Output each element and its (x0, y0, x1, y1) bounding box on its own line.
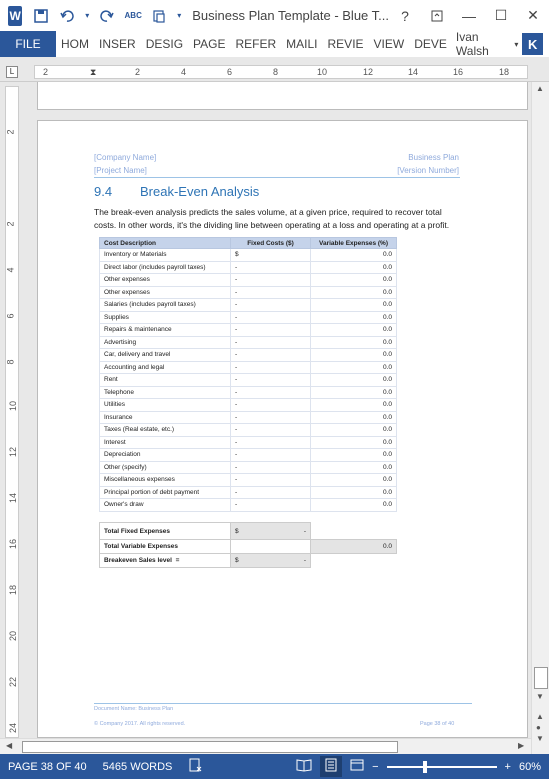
ruler-mark: 10 (8, 400, 19, 412)
fixed-cost-cell[interactable]: - (231, 474, 311, 487)
spelling-check-icon[interactable]: ABC (124, 11, 142, 20)
read-mode-icon[interactable] (296, 758, 312, 775)
status-bar (0, 754, 549, 779)
ruler-mark: 14 (408, 67, 419, 77)
variable-expense-cell[interactable]: 0.0 (311, 461, 397, 474)
previous-page-icon[interactable]: ▲ (536, 712, 544, 721)
cost-description-cell[interactable]: Accounting and legal (100, 361, 231, 374)
section-heading: Break-Even Analysis (140, 184, 260, 199)
word-logo-icon: W (8, 6, 22, 26)
undo-icon[interactable] (56, 5, 78, 27)
fixed-cost-cell[interactable]: - (231, 311, 311, 324)
project-name-field[interactable]: [Project Name] (94, 166, 147, 175)
table-row (100, 349, 397, 362)
cost-description-cell[interactable]: Other expenses (100, 274, 231, 287)
variable-expense-cell[interactable]: 0.0 (311, 361, 397, 374)
variable-expense-cell[interactable]: 0.0 (311, 324, 397, 337)
ruler-mark: 20 (8, 630, 19, 642)
column-header: Fixed Costs ($) (231, 238, 311, 249)
tab-home[interactable]: HOM (56, 31, 94, 57)
cost-description-cell[interactable]: Other (specify) (100, 461, 231, 474)
version-number-field[interactable]: [Version Number] (397, 166, 459, 175)
total-fixed-value[interactable]: $ - (231, 523, 311, 540)
variable-expense-cell[interactable]: 0.0 (311, 336, 397, 349)
scroll-right-icon[interactable]: ▶ (518, 741, 525, 750)
user-name: Ivan Walsh (455, 30, 489, 58)
variable-expense-cell[interactable]: 0.0 (311, 299, 397, 312)
cost-description-cell[interactable]: Insurance (100, 411, 231, 424)
breakeven-value[interactable]: $ - (231, 554, 311, 568)
break-even-table (99, 237, 397, 512)
ruler-mark: 6 (227, 67, 233, 77)
doc-type-label: Business Plan (408, 153, 459, 162)
cost-description-cell[interactable]: Advertising (100, 336, 231, 349)
ruler-mark: 6 (5, 313, 16, 319)
tab-design[interactable]: DESIG (141, 31, 188, 57)
fixed-cost-cell[interactable]: - (231, 299, 311, 312)
cost-description-cell[interactable]: Miscellaneous expenses (100, 474, 231, 487)
table-row (100, 499, 397, 512)
vertical-scrollbar[interactable] (531, 82, 549, 754)
column-header: Cost Description (100, 238, 231, 249)
zoom-slider-thumb[interactable] (423, 761, 427, 773)
cost-description-cell[interactable]: Other expenses (100, 286, 231, 299)
variable-expense-cell[interactable]: 0.0 (311, 249, 397, 262)
fixed-cost-cell[interactable]: - (231, 486, 311, 499)
table-row (100, 286, 397, 299)
cost-description-cell[interactable]: Owner's draw (100, 499, 231, 512)
total-variable-value[interactable]: 0.0 (311, 540, 397, 554)
cost-description-cell[interactable]: Depreciation (100, 449, 231, 462)
fixed-cost-cell[interactable]: - (231, 386, 311, 399)
scroll-down-icon[interactable]: ▼ (536, 692, 544, 701)
fixed-cost-cell[interactable]: - (231, 261, 311, 274)
fixed-cost-cell[interactable]: - (231, 399, 311, 412)
document-page[interactable] (37, 120, 528, 738)
ruler-mark: 22 (8, 676, 19, 688)
ruler-mark: 16 (453, 67, 464, 77)
ruler-mark: 24 (8, 722, 19, 734)
ruler-mark: 14 (8, 492, 19, 504)
zoom-percent[interactable]: 60% (518, 760, 541, 773)
variable-expense-cell[interactable]: 0.0 (311, 349, 397, 362)
web-layout-icon[interactable] (350, 758, 364, 775)
tab-selector-icon[interactable]: L (6, 66, 18, 78)
cost-description-cell[interactable]: Telephone (100, 386, 231, 399)
scroll-left-icon[interactable]: ◀ (6, 741, 13, 750)
tab-review[interactable]: REVIE (323, 31, 369, 57)
footer-copyright: © Company 2017. All rights reserved. (94, 721, 186, 727)
table-row (100, 361, 397, 374)
column-header: Variable Expenses (%) (311, 238, 397, 249)
chevron-down-icon: ▾ (514, 39, 519, 49)
fixed-cost-cell[interactable]: $ (231, 249, 311, 262)
proofing-icon[interactable] (180, 758, 210, 775)
table-row (100, 449, 397, 462)
fixed-cost-cell[interactable]: - (231, 424, 311, 437)
cost-description-cell[interactable]: Car, delivery and travel (100, 349, 231, 362)
close-icon[interactable]: ✕ (527, 7, 539, 23)
table-row (100, 324, 397, 337)
fixed-cost-cell[interactable]: - (231, 461, 311, 474)
tab-page-layout[interactable]: PAGE (188, 31, 230, 57)
ruler-mark: 10 (317, 67, 328, 77)
table-row (100, 411, 397, 424)
table-row (100, 399, 397, 412)
table-row (100, 486, 397, 499)
table-row (100, 261, 397, 274)
redo-icon[interactable] (96, 5, 118, 27)
fixed-cost-cell[interactable]: - (231, 449, 311, 462)
table-row (100, 249, 397, 262)
tab-insert[interactable]: INSER (94, 31, 141, 57)
fixed-cost-cell[interactable]: - (231, 349, 311, 362)
vertical-ruler (5, 86, 19, 738)
variable-expense-cell[interactable]: 0.0 (311, 411, 397, 424)
chevron-down-icon[interactable]: ▾ (85, 11, 90, 20)
ruler-mark: 4 (181, 67, 187, 77)
fixed-cost-cell[interactable]: - (231, 374, 311, 387)
word-count[interactable]: 5465 WORDS (102, 760, 173, 773)
title-bar (0, 0, 549, 31)
zoom-slider[interactable] (387, 766, 497, 768)
zoom-in-button[interactable]: + (504, 760, 511, 773)
footer-divider (94, 703, 472, 704)
ribbon-tabs (0, 31, 549, 57)
ruler-mark: 12 (363, 67, 374, 77)
table-row (100, 336, 397, 349)
save-icon[interactable] (30, 5, 52, 27)
tab-strip (56, 31, 549, 57)
zoom-out-button[interactable]: − (372, 760, 379, 773)
previous-page (37, 82, 528, 110)
variable-expense-cell[interactable]: 0.0 (311, 311, 397, 324)
help-button[interactable]: ? (401, 7, 409, 24)
scroll-up-icon[interactable]: ▲ (536, 84, 544, 93)
variable-expense-cell[interactable]: 0.0 (311, 386, 397, 399)
cost-description-cell[interactable]: Supplies (100, 311, 231, 324)
fixed-cost-cell[interactable]: - (231, 274, 311, 287)
ruler-mark: 8 (5, 359, 16, 365)
intro-paragraph: The break-even analysis predicts the sales volume, at a given price, required to recover total costs. In other words, it's the dividing line between operating at a loss and operating at a profit. (94, 207, 450, 230)
page-count[interactable]: PAGE 38 OF 40 (8, 760, 87, 773)
table-row (100, 461, 397, 474)
browse-object-icon[interactable]: ● (536, 723, 541, 732)
variable-expense-cell[interactable]: 0.0 (311, 261, 397, 274)
fixed-cost-cell[interactable]: - (231, 411, 311, 424)
ruler-mark: 2 (135, 67, 141, 77)
footer-page-number: Page 38 of 40 (420, 721, 455, 727)
ruler-mark: 4 (5, 267, 16, 273)
cost-description-cell[interactable]: Taxes (Real estate, etc.) (100, 424, 231, 437)
print-layout-icon[interactable] (320, 756, 342, 777)
maximize-icon[interactable]: ☐ (494, 7, 508, 23)
section-number: 9.4 (94, 184, 113, 199)
table-row (100, 311, 397, 324)
variable-expense-cell[interactable]: 0.0 (311, 286, 397, 299)
table-row (100, 374, 397, 387)
user-avatar[interactable]: K (522, 33, 543, 55)
ruler-mark: 2 (43, 67, 49, 77)
table-row (100, 474, 397, 487)
table-row (100, 436, 397, 449)
ruler-mark: 8 (273, 67, 279, 77)
total-fixed-label: Total Fixed Expenses (100, 523, 231, 540)
header-right (397, 151, 459, 177)
variable-expense-cell[interactable]: 0.0 (311, 486, 397, 499)
totals-table (99, 522, 397, 568)
cost-description-cell[interactable]: Repairs & maintenance (100, 324, 231, 337)
horizontal-scrollbar[interactable] (0, 738, 531, 754)
ruler-mark: 2 (5, 129, 16, 135)
ruler-mark: 2 (5, 221, 16, 227)
horizontal-scroll-thumb[interactable] (22, 741, 398, 753)
variable-expense-cell[interactable]: 0.0 (311, 436, 397, 449)
fixed-cost-cell[interactable]: - (231, 499, 311, 512)
ribbon-display-options-icon[interactable] (421, 0, 453, 31)
tab-mailings[interactable]: MAILI (281, 31, 322, 57)
ruler-strip[interactable] (34, 65, 528, 79)
variable-expense-cell[interactable]: 0.0 (311, 424, 397, 437)
table-row (100, 424, 397, 437)
next-page-icon[interactable]: ▼ (536, 734, 544, 743)
cost-description-cell[interactable]: Direct labor (includes payroll taxes) (100, 261, 231, 274)
variable-expense-cell[interactable]: 0.0 (311, 399, 397, 412)
user-account[interactable] (452, 30, 523, 58)
quick-access-toolbar (30, 5, 184, 27)
table-row (100, 299, 397, 312)
company-name-field[interactable]: [Company Name] (94, 153, 157, 162)
cost-description-cell[interactable]: Rent (100, 374, 231, 387)
fixed-cost-cell[interactable]: - (231, 436, 311, 449)
fixed-cost-cell[interactable]: - (231, 324, 311, 337)
customize-toolbar-icon[interactable]: ▾ (177, 11, 182, 20)
table-row (100, 386, 397, 399)
touch-mode-icon[interactable] (148, 5, 170, 27)
variable-expense-cell[interactable]: 0.0 (311, 499, 397, 512)
scroll-thumb[interactable] (534, 667, 548, 689)
cost-description-cell[interactable]: Interest (100, 436, 231, 449)
ruler-mark: 18 (499, 67, 510, 77)
variable-expense-cell[interactable]: 0.0 (311, 374, 397, 387)
tab-view[interactable]: VIEW (369, 31, 410, 57)
header-left (94, 151, 156, 177)
table-row (100, 274, 397, 287)
cost-description-cell[interactable]: Principal portion of debt payment (100, 486, 231, 499)
indent-marker-icon[interactable]: ⧗ (90, 67, 97, 77)
window-controls (389, 0, 549, 31)
variable-expense-cell[interactable]: 0.0 (311, 474, 397, 487)
ruler-mark: 12 (8, 446, 19, 458)
cost-description-cell[interactable]: Inventory or Materials (100, 249, 231, 262)
tab-developer[interactable]: DEVE (409, 31, 452, 57)
tab-references[interactable]: REFER (231, 31, 282, 57)
document-title: Business Plan Template - Blue T... (192, 8, 389, 23)
variable-expense-cell[interactable]: 0.0 (311, 449, 397, 462)
breakeven-label: Breakeven Sales level = (100, 554, 231, 568)
minimize-icon[interactable]: — (462, 7, 476, 24)
cost-description-cell[interactable]: Utilities (100, 399, 231, 412)
cost-description-cell[interactable]: Salaries (includes payroll taxes) (100, 299, 231, 312)
fixed-cost-cell[interactable]: - (231, 286, 311, 299)
fixed-cost-cell[interactable]: - (231, 336, 311, 349)
status-right (296, 756, 549, 777)
ruler-mark: 16 (8, 538, 19, 550)
horizontal-ruler (0, 62, 549, 82)
variable-expense-cell[interactable]: 0.0 (311, 274, 397, 287)
fixed-cost-cell[interactable]: - (231, 361, 311, 374)
footer-document-name: Document Name: Business Plan (94, 706, 174, 712)
header-divider (94, 177, 460, 178)
ruler-mark: 18 (8, 584, 19, 596)
total-variable-label: Total Variable Expenses (100, 540, 231, 554)
tab-file[interactable]: FILE (0, 31, 56, 57)
